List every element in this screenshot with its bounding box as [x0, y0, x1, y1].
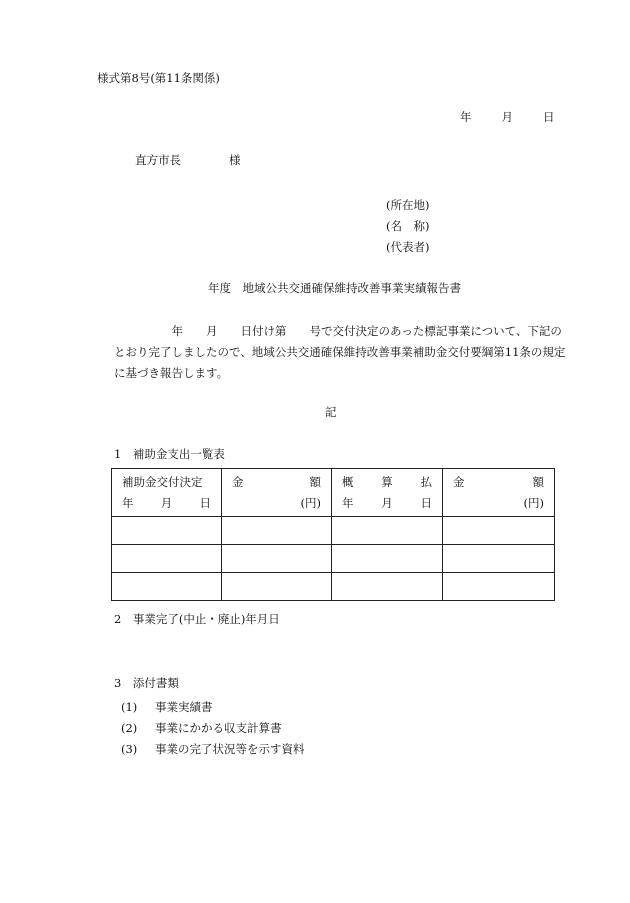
header-year: 年 — [122, 496, 134, 510]
section-2-number: 2 — [114, 612, 122, 626]
form-number: 様式第8号(第11条関係) — [97, 71, 220, 85]
section-1-heading — [114, 446, 225, 462]
header-day: 日 — [199, 496, 211, 510]
table-cell[interactable] — [112, 573, 222, 601]
date-month: 月 — [501, 110, 513, 124]
header-amount-2 — [443, 469, 555, 517]
body-line: 年 月 日付け第 号で交付決定のあった標記事業について、下記の — [114, 324, 562, 338]
table-cell[interactable] — [222, 545, 332, 573]
list-item — [121, 718, 305, 739]
header-month: 月 — [160, 496, 173, 510]
header-amount-unit: (円) — [523, 496, 544, 510]
addressee-name: 直方市長 — [135, 153, 181, 167]
table-cell[interactable] — [112, 545, 222, 573]
addressee — [135, 152, 241, 168]
section-1-title: 補助金支出一覧表 — [132, 447, 225, 461]
header-amount-unit: (円) — [300, 496, 321, 510]
table-cell[interactable] — [112, 517, 222, 545]
header-amount-gaku: 額 — [532, 475, 544, 489]
report-title: 年度 地域公共交通確保維持改善事業実績報告書 — [208, 281, 461, 295]
header-amount-kin: 金 — [453, 475, 465, 489]
table-row — [112, 545, 555, 573]
date-line — [460, 109, 555, 125]
header-grant-decision-label: 補助金交付決定 — [122, 475, 203, 489]
header-day: 日 — [420, 496, 432, 510]
table-cell[interactable] — [332, 573, 443, 601]
applicant-address-label: (所在地) — [386, 198, 430, 212]
ki-heading: 記 — [325, 405, 337, 419]
table-cell[interactable] — [443, 517, 555, 545]
table-header-row — [112, 469, 555, 517]
table-cell[interactable] — [332, 545, 443, 573]
header-amount-kin: 金 — [232, 475, 244, 489]
attachment-label: 事業の完了状況等を示す資料 — [155, 742, 305, 756]
attachment-number: (2) — [121, 721, 138, 735]
attachment-label: 事業にかかる収支計算書 — [155, 721, 282, 735]
date-day: 日 — [543, 110, 555, 124]
table-row — [112, 573, 555, 601]
attachment-number: (1) — [121, 700, 138, 714]
body-text — [114, 321, 566, 384]
attachment-label: 事業実績書 — [155, 700, 213, 714]
list-item — [121, 697, 305, 718]
date-year: 年 — [460, 110, 472, 124]
attachment-number: (3) — [121, 742, 138, 756]
applicant-representative-label: (代表者) — [386, 240, 430, 254]
header-amount — [222, 469, 332, 517]
header-month: 月 — [381, 496, 393, 510]
attachments-list — [121, 697, 305, 760]
header-advance-char: 払 — [420, 475, 432, 489]
section-3-number: 3 — [114, 676, 122, 690]
header-advance-char: 概 — [342, 475, 354, 489]
payment-table — [111, 468, 555, 601]
section-2-heading — [114, 611, 280, 627]
header-year: 年 — [342, 496, 354, 510]
section-3-title: 添付書類 — [132, 676, 179, 690]
section-1-number: 1 — [114, 447, 122, 461]
header-grant-decision — [112, 469, 222, 517]
body-line: とおり完了しましたので、地域公共交通確保維持改善事業補助金交付要綱第11条の規定 — [114, 345, 566, 359]
body-line: に基づき報告します。 — [114, 366, 229, 380]
table-row — [112, 517, 555, 545]
addressee-honorific: 様 — [229, 153, 241, 167]
section-3-heading — [114, 675, 179, 691]
applicant-block — [386, 195, 429, 258]
header-advance-char: 算 — [381, 475, 393, 489]
table-cell[interactable] — [443, 545, 555, 573]
list-item — [121, 739, 305, 760]
table-cell[interactable] — [222, 573, 332, 601]
table-cell[interactable] — [443, 573, 555, 601]
applicant-name-label: (名 称) — [386, 219, 430, 233]
table-cell[interactable] — [332, 517, 443, 545]
header-amount-gaku: 額 — [309, 475, 321, 489]
table-cell[interactable] — [222, 517, 332, 545]
header-advance-payment — [332, 469, 443, 517]
section-2-title: 事業完了(中止・廃止)年月日 — [132, 612, 280, 626]
